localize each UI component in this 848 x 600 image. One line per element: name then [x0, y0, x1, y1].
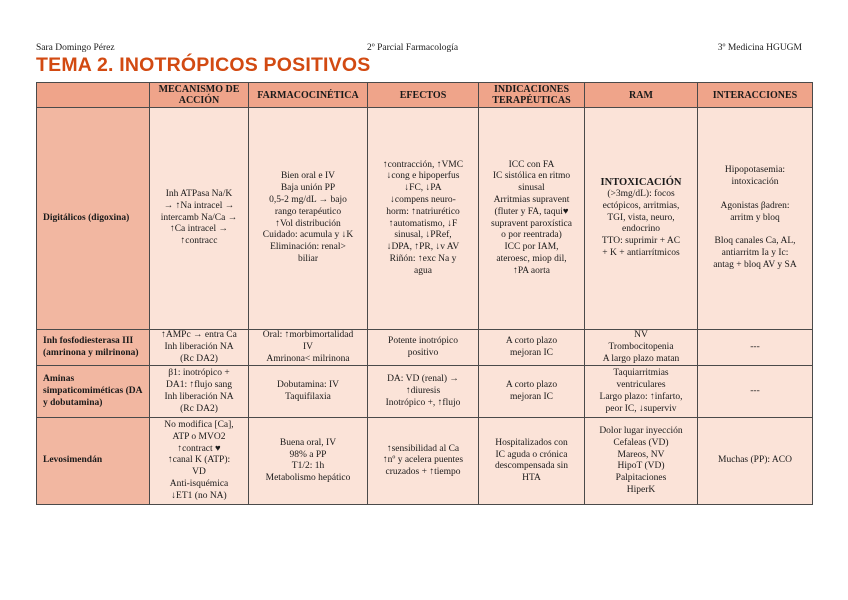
cell-line: o por reentrada) — [501, 230, 562, 241]
interacciones-cell — [698, 108, 813, 330]
cell-line: HTA — [522, 473, 541, 484]
cell-line: Dobutamina: IV — [276, 380, 339, 391]
cell-line: Inh liberación NA — [164, 391, 234, 402]
cell-line: mejoran IC — [509, 391, 553, 402]
cell-line: Amrinona< milrinona — [266, 353, 350, 364]
mecanismo-cell — [150, 418, 249, 505]
cell-line: DA: VD (renal) → — [387, 374, 459, 385]
cell-line: ↓FC, ↓PA — [404, 183, 442, 194]
cell-line: 0,5-2 mg/dL → bajo — [269, 194, 347, 205]
efectos-cell — [368, 330, 479, 366]
row-header-drug: Aminas simpaticomiméticas (DA y dobutamina) — [37, 366, 150, 418]
cell-line: No modifica [Ca], — [164, 420, 234, 431]
mecanismo-cell — [150, 108, 249, 330]
cell-line: IC aguda o crónica — [495, 449, 568, 460]
mecanismo-cell — [150, 366, 249, 418]
cell-line: TGI, vista, neuro, — [607, 212, 675, 223]
column-header: EFECTOS — [368, 83, 479, 108]
cell-line: mejoran IC — [509, 347, 553, 358]
indicaciones-cell — [479, 108, 585, 330]
cell-line: Dolor lugar inyección — [599, 426, 683, 436]
cell-line: Metabolismo hepático — [265, 473, 351, 484]
header-year: 3º Medicina HGUGM — [717, 43, 802, 53]
cell-line: sinusal, ↓PRef, — [394, 230, 452, 241]
farmacocinetica-cell — [249, 330, 368, 366]
cell-line: (Rc DA2) — [180, 403, 218, 414]
cell-line: Eliminación: renal> — [270, 242, 346, 253]
cell-line: ↑Ca intracel → — [169, 224, 229, 235]
cell-line: → ↑Na intracel → — [163, 200, 235, 211]
cell-line: Agonistas βadren: — [720, 200, 790, 211]
cell-line: A corto plazo — [505, 380, 558, 391]
farmacocinetica-cell — [249, 366, 368, 418]
cell-line: cruzados + ↑tiempo — [385, 467, 461, 478]
column-header: MECANISMO DE ACCIÓN — [150, 83, 249, 108]
cell-line: ↓cong e hipoperfus — [386, 171, 460, 182]
cell-line: ↑Vol distribución — [275, 218, 341, 229]
cell-line: 98% a PP — [289, 449, 327, 460]
cell-line: Largo plazo: ↑infarto, — [599, 391, 683, 402]
cell-line: ↑contracc — [180, 236, 218, 247]
cell-line: HiperK — [626, 484, 656, 495]
cell-line: arritm y bloq — [730, 212, 780, 223]
column-header: FARMACOCINÉTICA — [249, 83, 368, 108]
efectos-cell — [368, 366, 479, 418]
farmacocinetica-cell — [249, 108, 368, 330]
cell-line: HipoT (VD) — [617, 461, 665, 472]
cell-line: ↑contracción, ↑VMC — [382, 159, 464, 170]
cell-line: β1: inotrópico + — [168, 368, 230, 379]
cell-line: Palpitaciones — [615, 473, 667, 484]
cell-line: ↓compens neuro- — [390, 194, 456, 205]
indicaciones-cell — [479, 330, 585, 366]
mecanismo-cell — [150, 330, 249, 366]
table-header-row — [37, 83, 813, 108]
cell-line: agua — [414, 265, 432, 276]
cell-line: Bloq canales Ca, AL, — [714, 236, 796, 247]
page-title: TEMA 2. INOTRÓPICOS POSITIVOS — [36, 54, 371, 76]
cell-line: Arritmias supravent — [493, 194, 570, 205]
header-course: 2º Parcial Farmacología — [367, 43, 459, 53]
cell-line — [700, 189, 810, 201]
cell-line: Taquifilaxia — [285, 391, 331, 402]
header-author: Sara Domingo Pérez — [36, 43, 115, 53]
cell-line: ↑contract ♥ — [177, 443, 221, 454]
cell-line: Muchas (PP): ACO — [718, 455, 792, 466]
indicaciones-cell — [479, 366, 585, 418]
row-header-drug: Levosimendán — [37, 418, 150, 505]
column-header: RAM — [585, 83, 698, 108]
cell-line: ↓ET1 (no NA) — [171, 490, 227, 501]
row-header-drug: Digitálicos (digoxina) — [37, 108, 150, 330]
cell-line: (Rc DA2) — [180, 353, 218, 364]
interacciones-cell — [698, 418, 813, 505]
cell-line: descompensada sin — [494, 461, 569, 472]
cell-line: Cefaleas (VD) — [613, 437, 669, 448]
cell-line: Anti-isquémica — [169, 479, 229, 490]
cell-line: Mareos, NV — [617, 449, 665, 460]
inotropicos-table — [36, 82, 813, 505]
cell-line: ↑AMPc → entra Ca — [161, 330, 237, 340]
efectos-cell — [368, 108, 479, 330]
cell-line: NV — [634, 330, 648, 340]
cell-line: IV — [302, 341, 314, 352]
column-header: INTERACCIONES — [698, 83, 813, 108]
cell-line: A corto plazo — [505, 335, 558, 346]
cell-line: + K + antiarrítmicos — [602, 247, 680, 258]
cell-line: ATP o MVO2 — [172, 431, 226, 442]
table-row — [37, 330, 813, 366]
cell-line: supravent paroxística — [491, 218, 572, 229]
ram-title: INTOXICACIÓN — [600, 177, 682, 189]
cell-line: Inh ATPasa Na/K — [165, 189, 233, 199]
cell-line: ↑sensibilidad al Ca — [386, 443, 460, 454]
header-cell-blank — [37, 83, 150, 108]
cell-line: Inh liberación NA — [164, 341, 234, 352]
cell-line: ICC por IAM, — [504, 242, 559, 253]
cell-line: peor IC, ↓superviv — [605, 403, 677, 414]
interacciones-cell — [698, 366, 813, 418]
cell-line: ectópicos, arritmias, — [602, 200, 680, 211]
farmacocinetica-cell — [249, 418, 368, 505]
cell-line: TTO: suprimir + AC — [601, 236, 681, 247]
cell-line: (>3mg/dL): focos — [607, 189, 675, 199]
cell-line: Riñón: ↑exc Na y — [389, 253, 457, 264]
cell-line: ↑automatismo, ↓F — [388, 218, 458, 229]
cell-line: Trombocitopenia — [608, 341, 674, 352]
cell-line: positivo — [407, 347, 439, 358]
cell-line: T1/2: 1h — [291, 461, 325, 472]
cell-line: Buena oral, IV — [279, 437, 337, 448]
cell-line: ICC con FA — [508, 159, 555, 170]
cell-line: horm: ↑natriurético — [386, 206, 460, 217]
column-header: INDICACIONES TERAPÉUTICAS — [479, 83, 585, 108]
cell-line: rango terapéutico — [274, 206, 342, 217]
ram-cell — [585, 418, 698, 505]
cell-line: Cuidado: acumula y ↓K — [262, 230, 354, 241]
cell-line: Baja unión PP — [280, 183, 336, 194]
cell-line: Potente inotrópico — [388, 335, 458, 346]
cell-line: VD — [192, 467, 206, 478]
table-row — [37, 418, 813, 505]
cell-line: ↑PA aorta — [513, 265, 550, 276]
cell-line: (fluter y FA, taqui♥ — [494, 206, 569, 217]
cell-line: intercamb Na/Ca → — [160, 212, 238, 223]
cell-line — [700, 224, 810, 236]
cell-line: --- — [750, 341, 760, 352]
cell-line: A largo plazo matan — [602, 353, 680, 364]
cell-line: antag + bloq AV y SA — [713, 259, 797, 270]
table-row — [37, 108, 813, 330]
cell-line: Oral: ↑morbimortalidad — [262, 330, 354, 340]
cell-line: Inotrópico +, ↑flujo — [385, 397, 461, 408]
ram-cell — [585, 108, 698, 330]
indicaciones-cell — [479, 418, 585, 505]
cell-line: Hospitalizados con — [495, 437, 568, 448]
interacciones-cell — [698, 330, 813, 366]
cell-line: antiarritm Ia y Ic: — [721, 247, 789, 258]
cell-line: intoxicación — [731, 177, 779, 188]
cell-line: ↑diuresis — [405, 385, 441, 396]
cell-line: DA1: ↑flujo sang — [166, 380, 232, 391]
cell-line: --- — [750, 385, 760, 396]
cell-line: sinusal — [518, 183, 545, 194]
cell-line: Taquiarritmias — [613, 368, 669, 379]
cell-line: Bien oral e IV — [280, 171, 336, 182]
cell-line: ↑nº y acelera puentes — [382, 455, 464, 466]
cell-line: ateroesc, miop dil, — [496, 253, 567, 264]
cell-line: Hipopotasemia: — [724, 165, 786, 176]
efectos-cell — [368, 418, 479, 505]
cell-line: ↓DPA, ↑PR, ↓v AV — [386, 242, 460, 253]
table-row — [37, 366, 813, 418]
cell-line: endocrino — [622, 224, 660, 235]
ram-cell — [585, 330, 698, 366]
cell-line: biliar — [297, 253, 319, 264]
cell-line: IC sistólica en ritmo — [492, 171, 571, 182]
cell-line: ventriculares — [616, 380, 666, 391]
row-header-drug: Inh fosfodiesterasa III (amrinona y milrinona) — [37, 330, 150, 366]
cell-line: ↑canal K (ATP): — [167, 455, 231, 466]
ram-cell — [585, 366, 698, 418]
